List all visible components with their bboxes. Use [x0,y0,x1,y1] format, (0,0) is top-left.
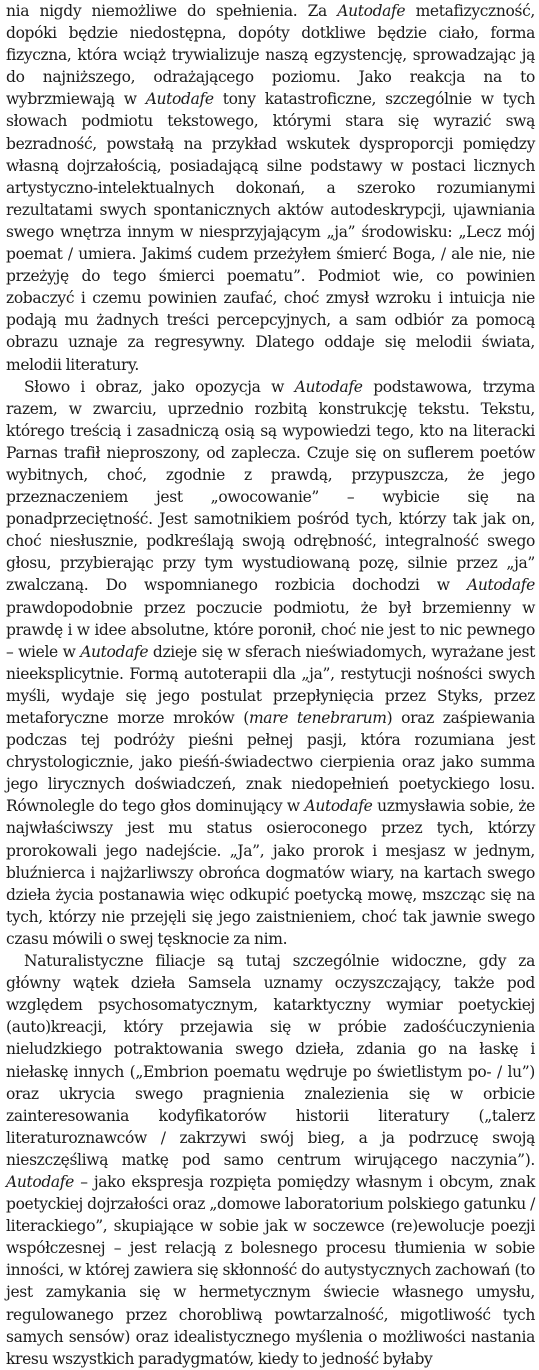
paragraph-text: Naturalistyczne filiacje są tutaj szczególnie widoczne, gdy za główny wątek dzieła Samsela uznamy oczyszczający, także pod względem psychosomatycznym, katarktyczny wymiar poetyckiej (auto)kreacji, który przejawia się w próbie zadośćuczynienia nieludzkiego potraktowania swego dzieła, zdania go na łaskę i niełaskę innych („Embrion poematu wędruje po świetlistym po- / lu”) oraz ukrycia swego pragnienia znalezienia się w orbicie zainteresowania kodyfikatorów historii literatury („talerz literaturoznawców / zakrzywi swój bieg, a ja podrzucę swoją nieszczęśliwą matkę pod samo centrum wirującego naczynia”). [6,952,535,1169]
italic-text: Autodafe [304,797,373,816]
italic-text: Autodafe [337,2,406,20]
paragraph-text: prawdopodobnie przez poczucie podmiotu, że był brzemienny w prawdę i w idee absolutne, które poronił, choć nie jest to nic pewnego – wiele w [6,598,535,661]
document-body [6,0,535,1370]
italic-text: mare tenebrarum [248,709,387,727]
body-paragraph [6,950,535,1370]
italic-text: Autodafe [294,377,363,396]
paragraph-text: – jako ekspresja rozpięta pomiędzy własnym i obcym, znak poetyckiej dojrzałości oraz „domowe laboratorium polskiego gatunku / literackiego”, skupiające w sobie jak w soczewce (re)ewolucje poezji współczesnej – jest relacją z bolesnego procesu tłumienia w sobie inności, w której zawiera się skłonność do autystycznych zachowań (to jest zamykania się w hermetycznym świecie własnego umysłu, regulowanego przez chorobliwą powtarzalność, migotliwość tych samych sensów) oraz idealistycznego myślenia o możliwości nastania kresu wszystkich paradygmatów, kiedy to jedność byłaby [6,1172,535,1368]
paragraph-text: Słowo i obraz, jako opozycja w [24,377,295,396]
paragraph-text: metafizyczność, dopóki będzie niedostępna, dopóty dotkliwe będzie ciało, forma fizyczna, która wciąż trywializuje naszą egzystencję, sprowadzając ją do najniższego, odrażającego poziomu. Jako reakcja na to wybrzmiewają w [6,2,536,109]
italic-text: Autodafe [466,576,535,595]
paragraph-text: tony katastroficzne, szczególnie w tych słowach podmiotu tekstowego, którymi stara się wyrazić swą bezradność, powstałą na przykład wskutek dysproporcji pomiędzy własną dojrzałością, posiadającą silne podstawy w postaci licznych artystyczno-intelektualnych dokonań, a szeroko rozumianymi rezultatami swych spontanicznych aktów autodeskrypcji, ujawniania swego wnętrza innym w niesprzyjającym „ja” środowisku: „Lecz mój poemat / umiera. Jakimś cudem przeżyłem śmierć Boga, / ale nie, nie przeżyję do tego śmierci poematu”. Podmiot wie, co powinien zobaczyć i czemu powinien zaufać, choć zmysł wzroku i intuicja nie podają mu żadnych treści percepcyjnych, a sam odbiór za pomocą obrazu uznaje za regresywny. Dlatego oddaje się melodii świata, melodii literatury. [6,90,535,374]
paragraph-text: nia nigdy niemożliwe do spełnienia. Za [6,2,338,20]
paragraph-text: uzmysławia sobie, że najwłaściwszy jest mu status osieroconego przez tych, którzy prorokowali jego nadejście. „Ja”, jako prorok i mesjasz w jednym, bluźnierca i najżarliwszy obrońca dogmatów wiary, na kartach swego dzieła życia postanawia więc odkupić poetycką mowę, mszcząc się na tych, którzy nie przejęli się jego zaistnieniem, choć tak jawnie swego czasu mówili o swej tęsknocie za nim. [6,797,535,948]
body-paragraph [6,0,535,376]
italic-text: Autodafe [145,90,214,109]
italic-text: Autodafe [80,642,149,661]
paragraph-text: podstawowa, trzyma razem, w zwarciu, uprzednio rozbitą konstrukcję tekstu. Tekstu, którego treścią i zasadniczą osią są wypowiedzi tego, kto na literacki Parnas trafił nieproszony, od zaplecza. Czuje się on suflerem poetów wybitnych, choć, zgodnie z prawdą, przypuszcza, że jego przeznaczeniem jest „owocowanie” – wybicie się na ponadprzeciętność. Jest samotnikiem pośród tych, którzy tak jak on, choć niesłusznie, podkreślają swoją odrębność, integralność swego głosu, przybierając przy tym wystudiowaną pozę, silnie przez „ja” zwalczaną. Do wspomnianego rozbicia dochodzi w [6,377,535,595]
italic-text: Autodafe [6,1172,75,1191]
paragraph-text: ) oraz zaśpiewania podczas tej podróży pieśni pełnej pasji, która rozumiana jest chrystologicznie, jako pieśń-świadectwo cierpienia oraz jako summa jego lirycznych doświadczeń, znak niedopełnień poetyckiego losu. Równolegle do tego głos dominujący w [6,709,536,816]
paragraph-text: dzieje się w sferach nieświadomych, wyrażane jest nieeksplicytnie. Formą autoterapii dla „ja”, restytucji nośności swych myśli, wydaje się jego postulat przepłynięcia przez Styks, przez metaforyczne morze mroków ( [6,642,535,727]
body-paragraph [6,376,535,950]
